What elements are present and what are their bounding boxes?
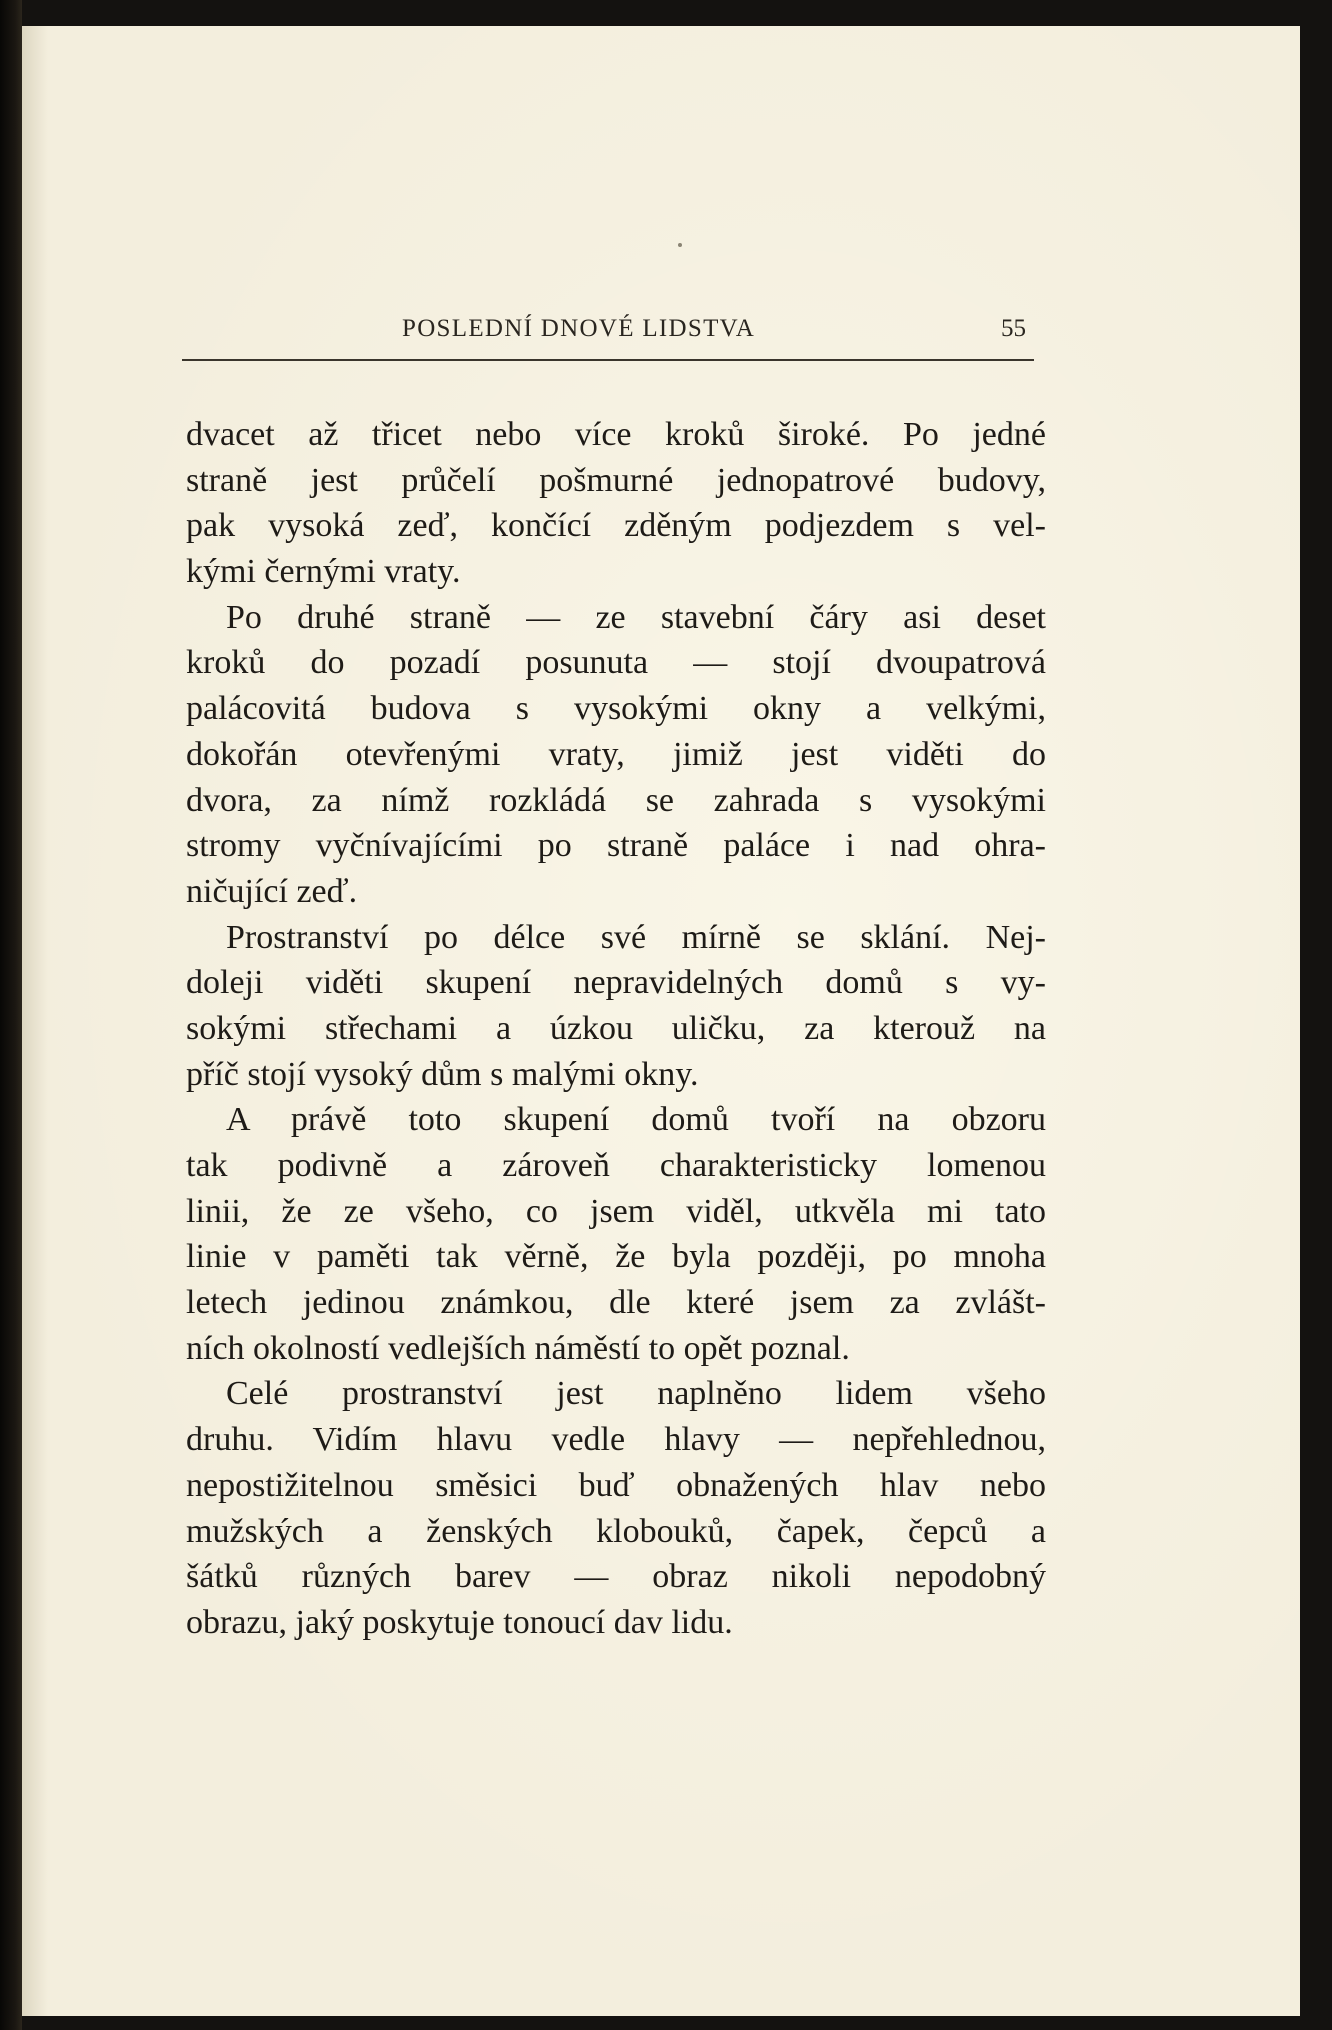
- text-line: mužských a ženských klobouků, čapek, čepců a: [186, 1512, 1046, 1550]
- paragraph: [186, 1371, 1046, 1645]
- text-line: dokořán otevřenými vraty, jimiž jest viděti do: [186, 735, 1046, 773]
- book-binding-gutter: [0, 0, 22, 2030]
- text-line: příč stojí vysoký dům s malými okny.: [186, 1055, 699, 1093]
- paragraph: [186, 595, 1046, 915]
- page-number: 55: [1001, 315, 1026, 342]
- text-line: straně jest průčelí pošmurné jednopatrové budovy,: [186, 461, 1046, 499]
- header-rule: [182, 359, 1034, 361]
- text-line: nepostižitelnou směsici buď obnažených hlav nebo: [186, 1466, 1046, 1504]
- paper-speck: [678, 243, 682, 247]
- running-head: [184, 315, 1032, 355]
- paragraph: [186, 915, 1046, 1098]
- paragraph: [186, 1097, 1046, 1371]
- text-line: kými černými vraty.: [186, 553, 461, 591]
- text-line: doleji viděti skupení nepravidelných domů s vy-: [186, 964, 1046, 1002]
- text-line: linie v paměti tak věrně, že byla později, po mnoha: [186, 1238, 1046, 1276]
- text-line: Celé prostranství jest naplněno lidem všeho: [226, 1375, 1046, 1413]
- text-line: ních okolností vedlejších náměstí to opět poznal.: [186, 1329, 850, 1367]
- text-line: stromy vyčnívajícími po straně paláce i nad ohra-: [186, 827, 1046, 865]
- text-line: obrazu, jaký poskytuje tonoucí dav lidu.: [186, 1603, 733, 1641]
- text-line: Po druhé straně — ze stavební čáry asi deset: [226, 598, 1046, 636]
- body-text: [186, 412, 1046, 1646]
- text-line: dvora, za nímž rozkládá se zahrada s vysokými: [186, 781, 1046, 819]
- text-line: ničující zeď.: [186, 872, 358, 910]
- text-line: druhu. Vidím hlavu vedle hlavy — nepřehlednou,: [186, 1421, 1046, 1459]
- text-line: šátků různých barev — obraz nikoli nepodobný: [186, 1558, 1046, 1596]
- text-line: linii, že ze všeho, co jsem viděl, utkvěla mi tato: [186, 1192, 1046, 1230]
- text-line: Prostranství po délce své mírně se sklání. Nej-: [226, 918, 1046, 956]
- paragraph: [186, 412, 1046, 595]
- text-line: dvacet až třicet nebo více kroků široké. Po jedné: [186, 416, 1046, 453]
- text-line: letech jedinou známkou, dle které jsem za zvlášt-: [186, 1284, 1046, 1322]
- text-line: A právě toto skupení domů tvoří na obzoru: [226, 1101, 1046, 1139]
- running-title: POSLEDNÍ DNOVÉ LIDSTVA: [402, 315, 756, 342]
- text-line: pak vysoká zeď, končící zděným podjezdem s vel-: [186, 507, 1046, 545]
- text-line: tak podivně a zároveň charakteristicky lomenou: [186, 1147, 1046, 1184]
- text-line: kroků do pozadí posunuta — stojí dvoupatrová: [186, 644, 1046, 682]
- text-line: sokými střechami a úzkou uličku, za kterouž na: [186, 1009, 1046, 1047]
- text-line: palácovitá budova s vysokými okny a velkými,: [186, 690, 1046, 728]
